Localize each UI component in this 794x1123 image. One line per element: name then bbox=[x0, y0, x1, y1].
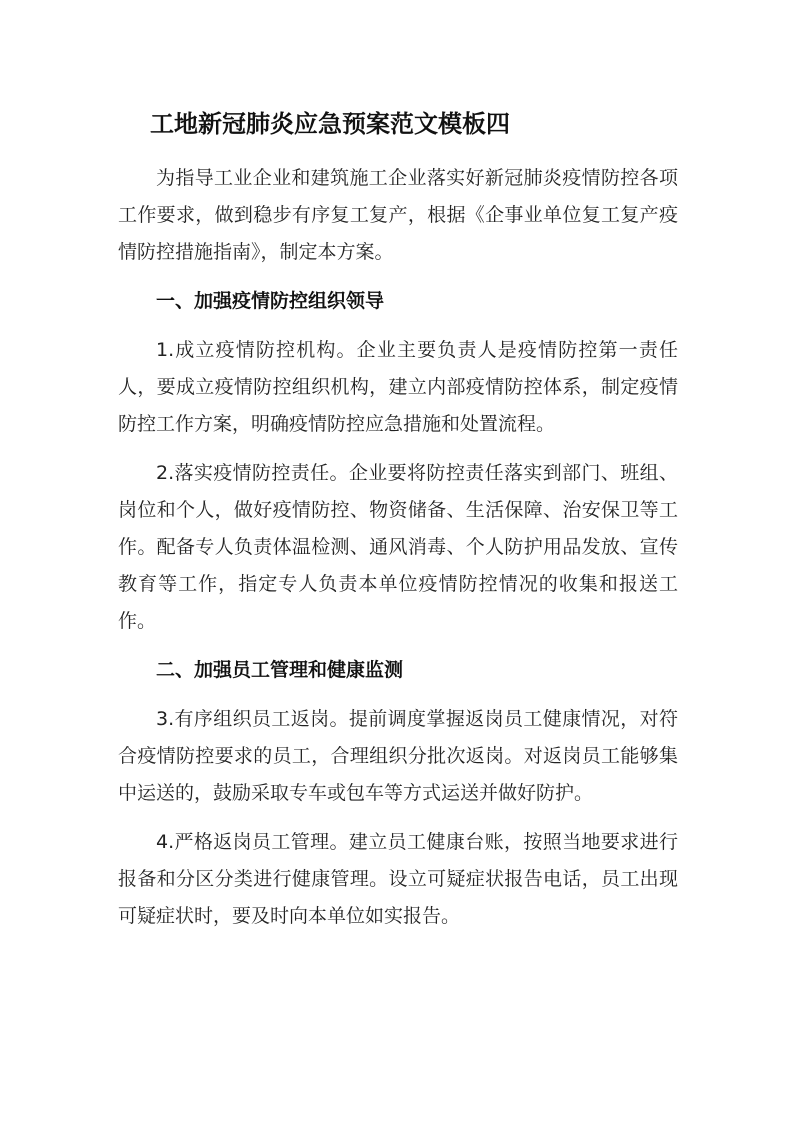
section-2 bbox=[118, 652, 678, 935]
section-1 bbox=[118, 283, 678, 640]
section-paragraph: 3.有序组织员工返岗。提前调度掌握返岗员工健康情况，对符合疫情防控要求的员工，合理组织分批次返岗。对返岗员工能够集中运送的，鼓励采取专车或包车等方式运送并做好防护。 bbox=[118, 708, 678, 804]
intro-paragraph: 为指导工业企业和建筑施工企业落实好新冠肺炎疫情防控各项工作要求，做到稳步有序复工复产，根据《企事业单位复工复产疫情防控措施指南》，制定本方案。 bbox=[118, 167, 678, 263]
section-heading: 二、加强员工管理和健康监测 bbox=[156, 659, 404, 681]
document-body bbox=[118, 160, 678, 947]
section-paragraph: 1.成立疫情防控机构。企业主要负责人是疫情防控第一责任人，要成立疫情防控组织机构，建立内部疫情防控体系，制定疫情防控工作方案，明确疫情防控应急措施和处置流程。 bbox=[118, 339, 678, 435]
section-paragraph: 2.落实疫情防控责任。企业要将防控责任落实到部门、班组、岗位和个人，做好疫情防控、物资储备、生活保障、治安保卫等工作。配备专人负责体温检测、通风消毒、个人防护用品发放、宣传教育等工作，指定专人负责本单位疫情防控情况的收集和报送工作。 bbox=[118, 462, 678, 632]
section-heading: 一、加强疫情防控组织领导 bbox=[156, 290, 385, 312]
document-title: 工地新冠肺炎应急预案范文模板四 bbox=[150, 109, 510, 138]
section-paragraph: 4.严格返岗员工管理。建立员工健康台账，按照当地要求进行报备和分区分类进行健康管理。设立可疑症状报告电话，员工出现可疑症状时，要及时向本单位如实报告。 bbox=[118, 831, 678, 927]
